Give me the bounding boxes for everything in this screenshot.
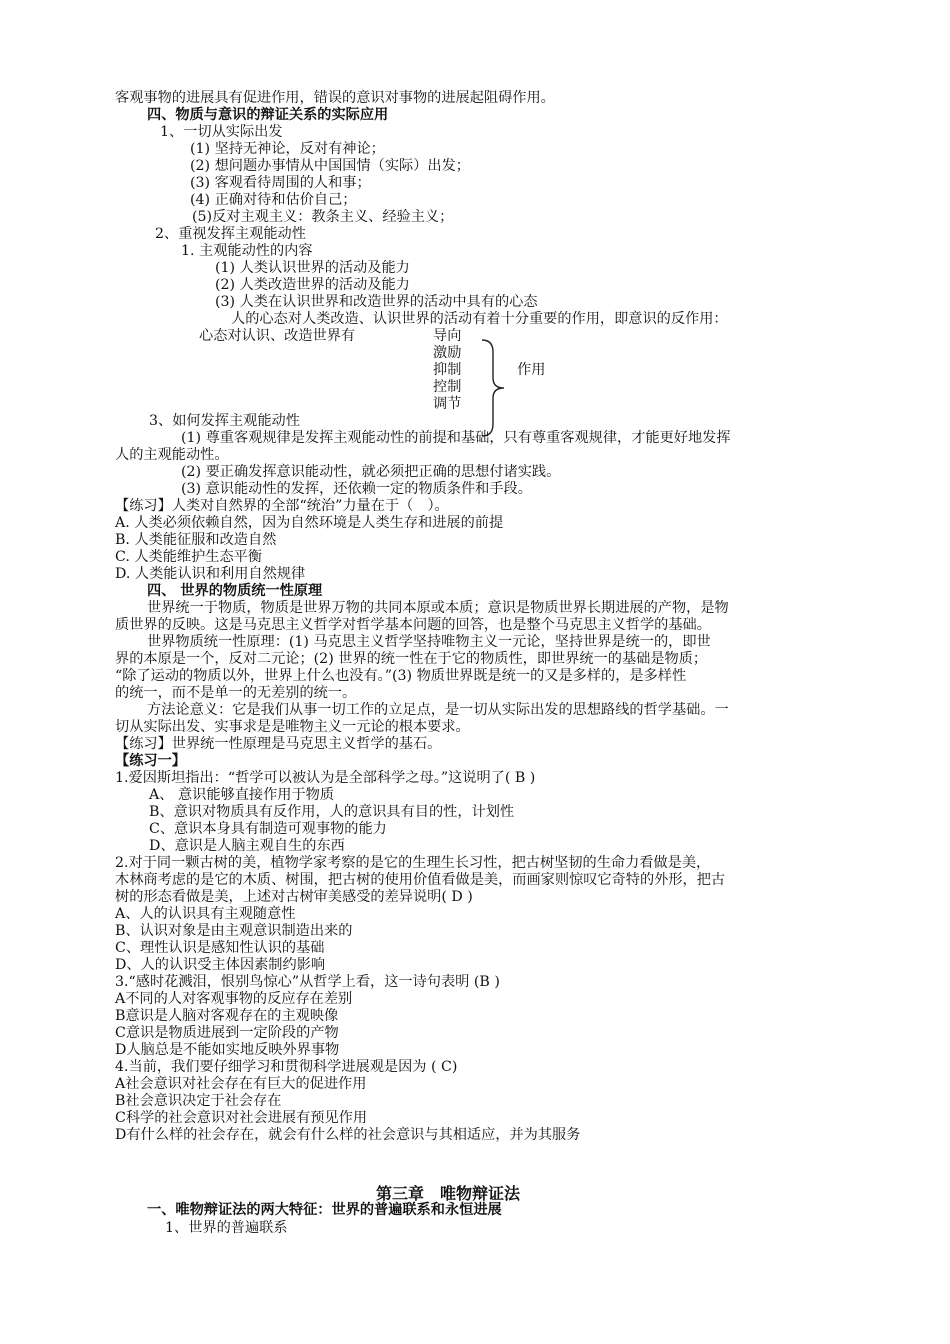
text-line: B、意识对物质具有反作用，人的意识具有目的性，计划性 — [149, 804, 515, 820]
text-line: 【练习】世界统一性原理是马克思主义哲学的基石。 — [115, 736, 442, 752]
text-line: B社会意识决定于社会存在 — [115, 1093, 282, 1109]
text-line: C科学的社会意识对社会进展有预见作用 — [115, 1110, 368, 1126]
text-line: B意识是人脑对客观存在的主观映像 — [115, 1008, 339, 1024]
text-line: 四、 世界的物质统一性原理 — [147, 583, 323, 599]
text-line: B. 人类能征服和改造自然 — [115, 532, 277, 548]
text-line: 1、世界的普遍联系 — [165, 1220, 288, 1236]
text-line: 世界物质统一性原理：(1) 马克思主义哲学坚持唯物主义一元论，坚持世界是统一的，即世 — [147, 634, 711, 650]
text-line: 一、唯物辩证法的两大特征：世界的普遍联系和永恒进展 — [147, 1202, 502, 1218]
curly-brace-icon — [480, 338, 506, 438]
text-line: 2、重视发挥主观能动性 — [155, 226, 306, 242]
text-line: C意识是物质进展到一定阶段的产物 — [115, 1025, 339, 1041]
text-line: D人脑总是不能如实地反映外界事物 — [115, 1042, 340, 1058]
text-line: A不同的人对客观事物的反应存在差别 — [115, 991, 353, 1007]
text-line: 抑制 — [433, 362, 462, 378]
text-line: 客观事物的进展具有促进作用，错误的意识对事物的进展起阻碍作用。 — [115, 90, 555, 106]
text-line: 【练习一】 — [115, 753, 186, 769]
text-line: A、 意识能够直接作用于物质 — [149, 787, 335, 803]
text-line: 控制 — [433, 379, 462, 395]
text-line: (5)反对主观主义：教条主义、经验主义； — [192, 209, 454, 225]
text-line: A社会意识对社会存在有巨大的促进作用 — [115, 1076, 367, 1092]
text-line: D、人的认识受主体因素制约影响 — [115, 957, 326, 973]
text-line: 2.对于同一颗古树的美，植物学家考察的是它的生理生长习性，把古树坚韧的生命力看做是美， — [115, 855, 711, 871]
text-line: 调节 — [433, 396, 462, 412]
text-line: 【练习】人类对自然界的全部“统治”力量在于（ ）。 — [115, 498, 449, 514]
text-line: 心态对认识、改造世界有 — [199, 328, 356, 344]
text-line: A、人的认识具有主观随意性 — [115, 906, 296, 922]
text-line: C、意识本身具有制造可观事物的能力 — [149, 821, 387, 837]
text-line: 方法论意义：它是我们从事一切工作的立足点，是一切从实际出发的思想路线的哲学基础。一 — [147, 702, 729, 718]
text-line: 切从实际出发、实事求是是唯物主义一元论的根本要求。 — [115, 719, 470, 735]
text-line: D有什么样的社会存在，就会有什么样的社会意识与其相适应，并为其服务 — [115, 1127, 581, 1143]
text-line: 人的心态对人类改造、认识世界的活动有着十分重要的作用，即意识的反作用： — [231, 311, 728, 327]
text-line: “除了运动的物质以外，世界上什么也没有。”(3) 物质世界既是统一的又是多样的，是多样性 — [115, 668, 687, 684]
text-line: 木林商考虑的是它的木质、树围，把古树的使用价值看做是美，而画家则惊叹它奇特的外形，把古 — [115, 872, 726, 888]
text-line: (3) 人类在认识世界和改造世界的活动中具有的心态 — [215, 294, 538, 310]
text-line: (1) 人类认识世界的活动及能力 — [215, 260, 410, 276]
text-line: 质世界的反映。这是马克思主义哲学对哲学基本问题的回答，也是整个马克思主义哲学的基础。 — [115, 617, 711, 633]
text-line: 1.爱因斯坦指出：“哲学可以被认为是全部科学之母。”这说明了( B ) — [115, 770, 536, 786]
text-line: 4.当前，我们要仔细学习和贯彻科学进展观是因为 ( C) — [115, 1059, 458, 1075]
text-line: (2) 人类改造世界的活动及能力 — [215, 277, 410, 293]
text-line: 树的形态看做是美，上述对古树审美感受的差异说明( D ) — [115, 889, 473, 905]
text-line: 导向 — [433, 328, 462, 344]
text-line: 世界统一于物质，物质是世界万物的共同本原或本质；意识是物质世界长期进展的产物，是物 — [147, 600, 729, 616]
text-line: (1) 坚持无神论，反对有神论； — [190, 141, 385, 157]
text-line: (3) 意识能动性的发挥，还依赖一定的物质条件和手段。 — [181, 481, 532, 497]
text-line: (3) 客观看待周围的人和事； — [190, 175, 371, 191]
text-line: 1. 主观能动性的内容 — [181, 243, 313, 259]
text-line: B、认识对象是由主观意识制造出来的 — [115, 923, 353, 939]
text-line: 作用 — [517, 362, 546, 378]
text-line: (2) 要正确发挥意识能动性，就必须把正确的思想付诸实践。 — [181, 464, 561, 480]
text-line: 人的主观能动性。 — [115, 447, 229, 463]
text-line: 激励 — [433, 345, 462, 361]
text-line: (2) 想问题办事情从中国国情（实际）出发； — [190, 158, 470, 174]
text-line: (4) 正确对待和估价自己； — [190, 192, 357, 208]
text-line: 3.“感时花溅泪，恨别鸟惊心”从哲学上看，这一诗句表明 (B ) — [115, 974, 500, 990]
text-line: 四、物质与意识的辩证关系的实际应用 — [147, 107, 389, 123]
text-line: C. 人类能维护生态平衡 — [115, 549, 263, 565]
text-line: 1、一切从实际出发 — [160, 124, 283, 140]
text-line: 第三章 唯物辩证法 — [376, 1184, 521, 1203]
text-line: C、理性认识是感知性认识的基础 — [115, 940, 325, 956]
text-line: 的统一，而不是单一的无差别的统一。 — [115, 685, 357, 701]
text-line: A. 人类必须依赖自然，因为自然环境是人类生存和进展的前提 — [115, 515, 504, 531]
text-line: D、意识是人脑主观自生的东西 — [149, 838, 345, 854]
text-line: D. 人类能认识和利用自然规律 — [115, 566, 306, 582]
text-line: 3、如何发挥主观能动性 — [149, 413, 300, 429]
text-line: 界的本原是一个，反对二元论；(2) 世界的统一性在于它的物质性，即世界统一的基础是物质； — [115, 651, 708, 667]
text-line: (1) 尊重客观规律是发挥主观能动性的前提和基础，只有尊重客观规律，才能更好地发挥 — [181, 430, 731, 446]
